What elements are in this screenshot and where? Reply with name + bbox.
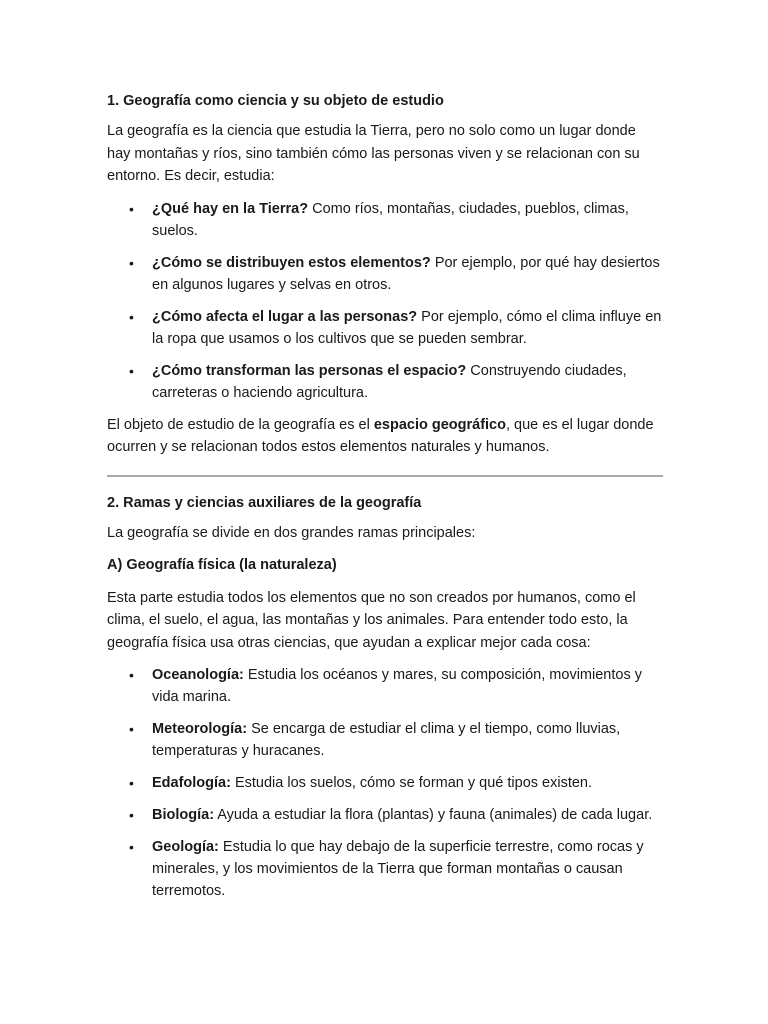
list-item-text: Por ejemplo, cómo el clima influye en la ropa que usamos o los cultivos que se pueden sembrar.	[152, 308, 662, 347]
list-item-term: Geología:	[152, 839, 219, 855]
list-item	[107, 804, 663, 826]
section2-bullet-list	[107, 664, 663, 902]
bullet-icon: •	[129, 667, 134, 683]
document-body	[107, 91, 663, 912]
list-item	[107, 306, 663, 350]
list-item-term: ¿Cómo transforman las personas el espacio?	[152, 362, 467, 379]
list-item-term: Biología:	[152, 807, 215, 823]
section2-heading: 2. Ramas y ciencias auxiliares de la geografía	[107, 494, 422, 511]
list-item	[107, 772, 663, 794]
list-item	[107, 252, 663, 296]
list-item-text: Estudia los océanos y mares, su composición, movimientos y vida marina.	[152, 667, 642, 705]
section2-intro: La geografía se divide en dos grandes ramas principales:	[107, 524, 476, 541]
section1-intro: La geografía es la ciencia que estudia la Tierra, pero no solo como un lugar donde hay montañas y ríos, sino también cómo las personas viven y se relacionan con su entorno. Es decir, estudia:	[107, 123, 640, 184]
bullet-icon: •	[129, 839, 134, 855]
closing-text-end: , que es el lugar donde ocurren y se relacionan todos estos elementos naturales y humanos.	[107, 416, 654, 455]
closing-text-start: El objeto de estudio de la geografía es el	[107, 416, 374, 433]
list-item	[107, 836, 663, 902]
list-item	[107, 718, 663, 762]
list-item-term: ¿Cómo se distribuyen estos elementos?	[152, 254, 431, 271]
list-item-term: Oceanología:	[152, 667, 244, 683]
section1-closing	[107, 414, 663, 459]
closing-key-term: espacio geográfico	[373, 416, 506, 433]
list-item	[107, 360, 663, 404]
bullet-icon: •	[129, 721, 134, 737]
list-item-term: ¿Qué hay en la Tierra?	[152, 200, 309, 217]
list-item-text: Construyendo ciudades, carreteras o haciendo agricultura.	[152, 362, 627, 401]
list-item-text: Se encarga de estudiar el clima y el tiempo, como lluvias, temperaturas y huracanes.	[152, 721, 621, 759]
section2-paragraph: Esta parte estudia todos los elementos que no son creados por humanos, como el clima, el suelo, el agua, las montañas y los animales. Para entender todo esto, la geografía física usa otras ciencias, que ayudan a explicar mejor cada cosa:	[107, 589, 636, 651]
list-item-text: Estudia lo que hay debajo de la superficie terrestre, como rocas y minerales, y los movimientos de la Tierra que forman montañas o causan terremotos.	[152, 839, 644, 899]
bullet-icon: •	[129, 775, 134, 791]
list-item-term: Edafología:	[152, 775, 231, 791]
list-item-text: Estudia los suelos, cómo se forman y qué tipos existen.	[230, 775, 593, 791]
list-item	[107, 664, 663, 708]
bullet-icon: •	[129, 200, 134, 217]
list-item-term: ¿Cómo afecta el lugar a las personas?	[152, 308, 418, 325]
section2-subheading: A) Geografía física (la naturaleza)	[107, 557, 337, 573]
bullet-icon: •	[129, 308, 134, 325]
list-item	[107, 198, 663, 242]
bullet-icon: •	[129, 362, 134, 379]
section1-bullet-list	[107, 198, 663, 404]
list-item-text: Como ríos, montañas, ciudades, pueblos, climas, suelos.	[152, 200, 629, 239]
section-divider	[107, 475, 663, 477]
section1-heading: 1. Geografía como ciencia y su objeto de estudio	[107, 93, 444, 109]
list-item-text: Por ejemplo, por qué hay desiertos en algunos lugares y selvas en otros.	[152, 254, 660, 293]
bullet-icon: •	[129, 807, 134, 823]
bullet-icon: •	[129, 254, 134, 271]
list-item-term: Meteorología:	[152, 721, 248, 737]
list-item-text: Ayuda a estudiar la flora (plantas) y fauna (animales) de cada lugar.	[214, 807, 653, 823]
